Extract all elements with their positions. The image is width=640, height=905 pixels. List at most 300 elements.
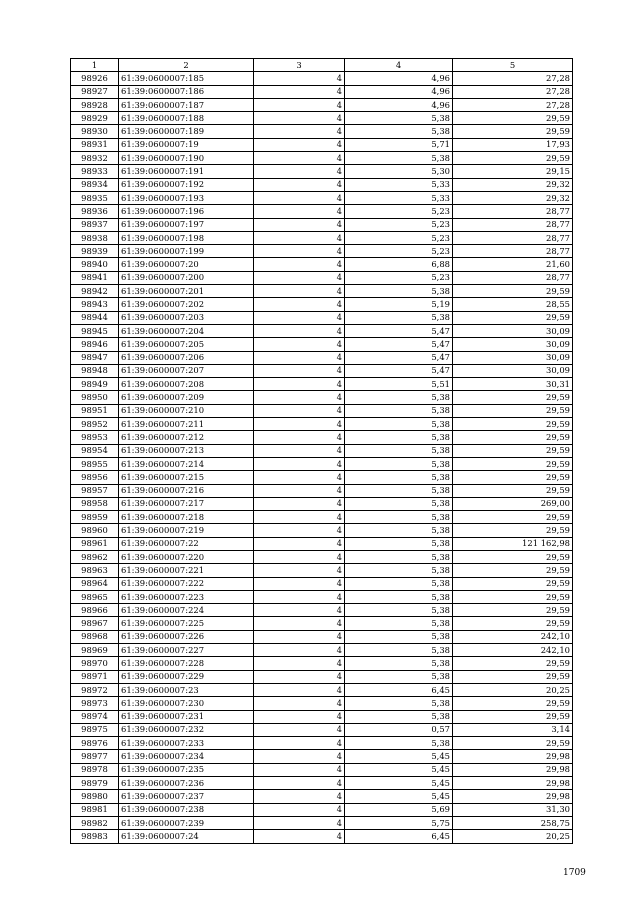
table-cell: 3,14 (453, 723, 573, 736)
table-cell: 98973 (71, 697, 119, 710)
table-cell: 98937 (71, 218, 119, 231)
table-cell: 5,38 (345, 484, 453, 497)
table-cell: 6,88 (345, 258, 453, 271)
table-cell: 29,32 (453, 178, 573, 191)
table-cell: 29,59 (453, 657, 573, 670)
table-cell: 4 (254, 404, 345, 417)
table-cell: 4 (254, 191, 345, 204)
table-cell: 5,23 (345, 218, 453, 231)
table-cell: 28,77 (453, 245, 573, 258)
table-cell: 98949 (71, 378, 119, 391)
table-cell: 98935 (71, 191, 119, 204)
table-cell: 61:39:0600007:210 (119, 404, 254, 417)
table-cell: 4 (254, 231, 345, 244)
table-cell: 61:39:0600007:192 (119, 178, 254, 191)
table-cell: 29,59 (453, 152, 573, 165)
table-cell: 29,59 (453, 471, 573, 484)
table-cell: 5,38 (345, 444, 453, 457)
table-cell: 4 (254, 816, 345, 829)
table-cell: 29,59 (453, 577, 573, 590)
table-row (71, 298, 573, 311)
table-cell: 98976 (71, 737, 119, 750)
table-cell: 61:39:0600007:20 (119, 258, 254, 271)
table-cell: 5,45 (345, 790, 453, 803)
table-cell: 4 (254, 723, 345, 736)
table-row (71, 471, 573, 484)
table-cell: 5,45 (345, 763, 453, 776)
table-cell: 98956 (71, 471, 119, 484)
table-row (71, 777, 573, 790)
table-cell: 4 (254, 524, 345, 537)
table-cell: 4 (254, 258, 345, 271)
table-cell: 4 (254, 564, 345, 577)
table-cell: 5,38 (345, 524, 453, 537)
table-cell: 61:39:0600007:235 (119, 763, 254, 776)
table-cell: 5,75 (345, 816, 453, 829)
table-row (71, 72, 573, 85)
table-cell: 4 (254, 245, 345, 258)
table-cell: 4 (254, 471, 345, 484)
table-cell: 29,59 (453, 697, 573, 710)
table-cell: 98978 (71, 763, 119, 776)
table-cell: 4 (254, 152, 345, 165)
table-cell: 98959 (71, 511, 119, 524)
table-cell: 29,59 (453, 431, 573, 444)
table-row (71, 537, 573, 550)
table-cell: 61:39:0600007:226 (119, 630, 254, 643)
table-cell: 98942 (71, 285, 119, 298)
table-cell: 61:39:0600007:228 (119, 657, 254, 670)
table-cell: 98977 (71, 750, 119, 763)
table-cell: 5,38 (345, 311, 453, 324)
table-cell: 98972 (71, 683, 119, 696)
table-cell: 5,38 (345, 630, 453, 643)
table-cell: 98954 (71, 444, 119, 457)
table-cell: 4 (254, 497, 345, 510)
table-cell: 61:39:0600007:185 (119, 72, 254, 85)
table-cell: 98974 (71, 710, 119, 723)
table-cell: 4 (254, 431, 345, 444)
table-cell: 4 (254, 165, 345, 178)
table-cell: 4,96 (345, 72, 453, 85)
table-cell: 4 (254, 590, 345, 603)
table-cell: 29,59 (453, 285, 573, 298)
table-cell: 4 (254, 324, 345, 337)
table-row (71, 497, 573, 510)
table-row (71, 378, 573, 391)
table-cell: 98962 (71, 550, 119, 563)
table-cell: 98961 (71, 537, 119, 550)
table-cell: 27,28 (453, 85, 573, 98)
table-row (71, 431, 573, 444)
table-cell: 61:39:0600007:217 (119, 497, 254, 510)
table-cell: 98968 (71, 630, 119, 643)
table-cell: 0,57 (345, 723, 453, 736)
table-cell: 61:39:0600007:196 (119, 205, 254, 218)
table-cell: 29,59 (453, 670, 573, 683)
header-cell: 3 (254, 59, 345, 72)
table-cell: 5,38 (345, 511, 453, 524)
table-row (71, 830, 573, 843)
table-cell: 242,10 (453, 630, 573, 643)
table-cell: 61:39:0600007:221 (119, 564, 254, 577)
table-cell: 98944 (71, 311, 119, 324)
table-row (71, 85, 573, 98)
table-cell: 98980 (71, 790, 119, 803)
table-cell: 4 (254, 763, 345, 776)
table-cell: 5,69 (345, 803, 453, 816)
table-cell: 4 (254, 697, 345, 710)
table-cell: 98940 (71, 258, 119, 271)
table-cell: 20,25 (453, 830, 573, 843)
table-cell: 61:39:0600007:223 (119, 590, 254, 603)
table-cell: 5,33 (345, 191, 453, 204)
table-row (71, 763, 573, 776)
table-cell: 61:39:0600007:236 (119, 777, 254, 790)
table-cell: 4,96 (345, 85, 453, 98)
table-cell: 5,38 (345, 125, 453, 138)
table-cell: 5,38 (345, 285, 453, 298)
table-cell: 30,09 (453, 338, 573, 351)
table-cell: 5,38 (345, 644, 453, 657)
table-cell: 4 (254, 644, 345, 657)
table-cell: 121 162,98 (453, 537, 573, 550)
table-cell: 5,38 (345, 550, 453, 563)
table-cell: 98953 (71, 431, 119, 444)
table-cell: 98948 (71, 364, 119, 377)
table-cell: 29,59 (453, 590, 573, 603)
table-cell: 27,28 (453, 98, 573, 111)
table-cell: 61:39:0600007:215 (119, 471, 254, 484)
table-cell: 29,59 (453, 564, 573, 577)
table-cell: 98963 (71, 564, 119, 577)
table-cell: 269,00 (453, 497, 573, 510)
table-row (71, 710, 573, 723)
table-row (71, 178, 573, 191)
table-cell: 4 (254, 683, 345, 696)
table-cell: 29,59 (453, 524, 573, 537)
table-cell: 4,96 (345, 98, 453, 111)
table-row (71, 644, 573, 657)
table-cell: 61:39:0600007:19 (119, 138, 254, 151)
table-cell: 5,38 (345, 590, 453, 603)
table-cell: 61:39:0600007:238 (119, 803, 254, 816)
table-row (71, 457, 573, 470)
table-row (71, 138, 573, 151)
table-cell: 61:39:0600007:202 (119, 298, 254, 311)
table-cell: 4 (254, 311, 345, 324)
table-row (71, 511, 573, 524)
table-row (71, 604, 573, 617)
table-cell: 4 (254, 604, 345, 617)
table-cell: 5,38 (345, 737, 453, 750)
table-cell: 29,59 (453, 418, 573, 431)
table-cell: 61:39:0600007:203 (119, 311, 254, 324)
table-cell: 29,59 (453, 391, 573, 404)
table-cell: 29,98 (453, 763, 573, 776)
table-row (71, 577, 573, 590)
table-cell: 30,09 (453, 364, 573, 377)
table-cell: 5,23 (345, 271, 453, 284)
table-cell: 98981 (71, 803, 119, 816)
table-cell: 4 (254, 484, 345, 497)
table-row (71, 391, 573, 404)
table-row (71, 670, 573, 683)
table-cell: 98927 (71, 85, 119, 98)
table-cell: 61:39:0600007:222 (119, 577, 254, 590)
table-cell: 28,77 (453, 205, 573, 218)
table-cell: 29,59 (453, 737, 573, 750)
table-cell: 4 (254, 378, 345, 391)
table-cell: 4 (254, 98, 345, 111)
table-cell: 31,30 (453, 803, 573, 816)
table-row (71, 165, 573, 178)
table-cell: 5,38 (345, 112, 453, 125)
table-cell: 28,77 (453, 218, 573, 231)
table-cell: 61:39:0600007:219 (119, 524, 254, 537)
table-cell: 98964 (71, 577, 119, 590)
table-cell: 4 (254, 85, 345, 98)
table-row (71, 351, 573, 364)
table-cell: 4 (254, 351, 345, 364)
table-cell: 98966 (71, 604, 119, 617)
table-cell: 30,31 (453, 378, 573, 391)
table-cell: 98936 (71, 205, 119, 218)
table-cell: 5,51 (345, 378, 453, 391)
table-cell: 98975 (71, 723, 119, 736)
table-cell: 28,77 (453, 231, 573, 244)
table-cell: 61:39:0600007:230 (119, 697, 254, 710)
table-cell: 5,23 (345, 245, 453, 258)
table-cell: 5,38 (345, 670, 453, 683)
table-row (71, 191, 573, 204)
table-row (71, 364, 573, 377)
table-cell: 5,38 (345, 577, 453, 590)
table-cell: 5,47 (345, 351, 453, 364)
table-cell: 4 (254, 617, 345, 630)
table-cell: 5,38 (345, 431, 453, 444)
table-cell: 61:39:0600007:214 (119, 457, 254, 470)
table-cell: 98934 (71, 178, 119, 191)
table-cell: 5,38 (345, 604, 453, 617)
table-cell: 61:39:0600007:204 (119, 324, 254, 337)
table-cell: 4 (254, 803, 345, 816)
table-cell: 4 (254, 750, 345, 763)
table-cell: 98969 (71, 644, 119, 657)
table-cell: 4 (254, 364, 345, 377)
table-cell: 20,25 (453, 683, 573, 696)
table-row (71, 564, 573, 577)
table-row (71, 404, 573, 417)
table-cell: 61:39:0600007:211 (119, 418, 254, 431)
table-cell: 29,59 (453, 125, 573, 138)
header-cell: 1 (71, 59, 119, 72)
table-cell: 61:39:0600007:216 (119, 484, 254, 497)
table-cell: 5,38 (345, 497, 453, 510)
table-row (71, 803, 573, 816)
table-cell: 61:39:0600007:231 (119, 710, 254, 723)
table-cell: 30,09 (453, 324, 573, 337)
table-row (71, 418, 573, 431)
table-cell: 4 (254, 630, 345, 643)
table-cell: 4 (254, 457, 345, 470)
table-cell: 61:39:0600007:239 (119, 816, 254, 829)
table-cell: 98933 (71, 165, 119, 178)
table-cell: 61:39:0600007:197 (119, 218, 254, 231)
table-cell: 98960 (71, 524, 119, 537)
table-cell: 61:39:0600007:186 (119, 85, 254, 98)
table-cell: 61:39:0600007:229 (119, 670, 254, 683)
table-cell: 4 (254, 577, 345, 590)
data-table (70, 58, 573, 844)
table-cell: 258,75 (453, 816, 573, 829)
table-cell: 29,15 (453, 165, 573, 178)
table-row (71, 218, 573, 231)
table-cell: 5,30 (345, 165, 453, 178)
table-cell: 61:39:0600007:23 (119, 683, 254, 696)
table-cell: 61:39:0600007:24 (119, 830, 254, 843)
table-cell: 61:39:0600007:188 (119, 112, 254, 125)
table-cell: 5,38 (345, 710, 453, 723)
table-row (71, 98, 573, 111)
table-cell: 5,38 (345, 471, 453, 484)
table-cell: 61:39:0600007:22 (119, 537, 254, 550)
table-row (71, 444, 573, 457)
table-cell: 98931 (71, 138, 119, 151)
table-cell: 17,93 (453, 138, 573, 151)
table-cell: 61:39:0600007:208 (119, 378, 254, 391)
table-cell: 98946 (71, 338, 119, 351)
table-cell: 4 (254, 298, 345, 311)
table-cell: 4 (254, 72, 345, 85)
table-cell: 4 (254, 112, 345, 125)
table-cell: 98939 (71, 245, 119, 258)
table-cell: 61:39:0600007:213 (119, 444, 254, 457)
table-cell: 98982 (71, 816, 119, 829)
table-cell: 27,28 (453, 72, 573, 85)
table-cell: 29,59 (453, 550, 573, 563)
table-cell: 5,38 (345, 152, 453, 165)
table-cell: 61:39:0600007:191 (119, 165, 254, 178)
table-cell: 29,98 (453, 790, 573, 803)
table-cell: 61:39:0600007:199 (119, 245, 254, 258)
table-cell: 98943 (71, 298, 119, 311)
table-cell: 30,09 (453, 351, 573, 364)
table-cell: 5,33 (345, 178, 453, 191)
table-row (71, 550, 573, 563)
table-cell: 5,38 (345, 564, 453, 577)
table-cell: 4 (254, 537, 345, 550)
table-row (71, 338, 573, 351)
table-cell: 4 (254, 285, 345, 298)
table-cell: 61:39:0600007:218 (119, 511, 254, 524)
table-cell: 98965 (71, 590, 119, 603)
table-cell: 61:39:0600007:193 (119, 191, 254, 204)
table-cell: 4 (254, 777, 345, 790)
table-row (71, 816, 573, 829)
table-cell: 61:39:0600007:201 (119, 285, 254, 298)
table-cell: 4 (254, 138, 345, 151)
table-row (71, 657, 573, 670)
table-cell: 61:39:0600007:225 (119, 617, 254, 630)
table-cell: 5,23 (345, 231, 453, 244)
table-cell: 6,45 (345, 683, 453, 696)
table-cell: 4 (254, 125, 345, 138)
table-row (71, 630, 573, 643)
table-cell: 29,59 (453, 617, 573, 630)
table-cell: 4 (254, 737, 345, 750)
table-cell: 6,45 (345, 830, 453, 843)
table-row (71, 484, 573, 497)
table-row (71, 524, 573, 537)
table-cell: 98983 (71, 830, 119, 843)
table-cell: 61:39:0600007:189 (119, 125, 254, 138)
table-row (71, 324, 573, 337)
table-row (71, 311, 573, 324)
table-cell: 98951 (71, 404, 119, 417)
table-cell: 29,59 (453, 404, 573, 417)
table-row (71, 750, 573, 763)
table-row (71, 205, 573, 218)
table-row (71, 271, 573, 284)
table-cell: 4 (254, 178, 345, 191)
table-row (71, 723, 573, 736)
table-cell: 61:39:0600007:227 (119, 644, 254, 657)
table-cell: 29,32 (453, 191, 573, 204)
table-cell: 5,47 (345, 364, 453, 377)
table-cell: 98941 (71, 271, 119, 284)
table-cell: 5,38 (345, 418, 453, 431)
table-cell: 98957 (71, 484, 119, 497)
table-cell: 98979 (71, 777, 119, 790)
table-cell: 61:39:0600007:224 (119, 604, 254, 617)
table-cell: 4 (254, 205, 345, 218)
table-cell: 98958 (71, 497, 119, 510)
table-cell: 5,45 (345, 750, 453, 763)
table-cell: 98932 (71, 152, 119, 165)
table-cell: 4 (254, 710, 345, 723)
table-row (71, 245, 573, 258)
table-cell: 21,60 (453, 258, 573, 271)
table-row (71, 112, 573, 125)
table-cell: 29,59 (453, 710, 573, 723)
table-cell: 98952 (71, 418, 119, 431)
table-cell: 5,38 (345, 391, 453, 404)
table-cell: 29,59 (453, 457, 573, 470)
table-cell: 98955 (71, 457, 119, 470)
table-row (71, 152, 573, 165)
table-cell: 4 (254, 418, 345, 431)
table-cell: 4 (254, 444, 345, 457)
table-cell: 5,23 (345, 205, 453, 218)
table-cell: 28,77 (453, 271, 573, 284)
table-cell: 242,10 (453, 644, 573, 657)
table-cell: 61:39:0600007:198 (119, 231, 254, 244)
table-cell: 98929 (71, 112, 119, 125)
table-cell: 61:39:0600007:187 (119, 98, 254, 111)
table-row (71, 590, 573, 603)
table-cell: 61:39:0600007:209 (119, 391, 254, 404)
table-cell: 61:39:0600007:232 (119, 723, 254, 736)
table-cell: 5,38 (345, 537, 453, 550)
table-cell: 98930 (71, 125, 119, 138)
table-row (71, 125, 573, 138)
table-cell: 5,71 (345, 138, 453, 151)
table-cell: 98967 (71, 617, 119, 630)
table-cell: 61:39:0600007:220 (119, 550, 254, 563)
table-row (71, 617, 573, 630)
table-cell: 4 (254, 218, 345, 231)
